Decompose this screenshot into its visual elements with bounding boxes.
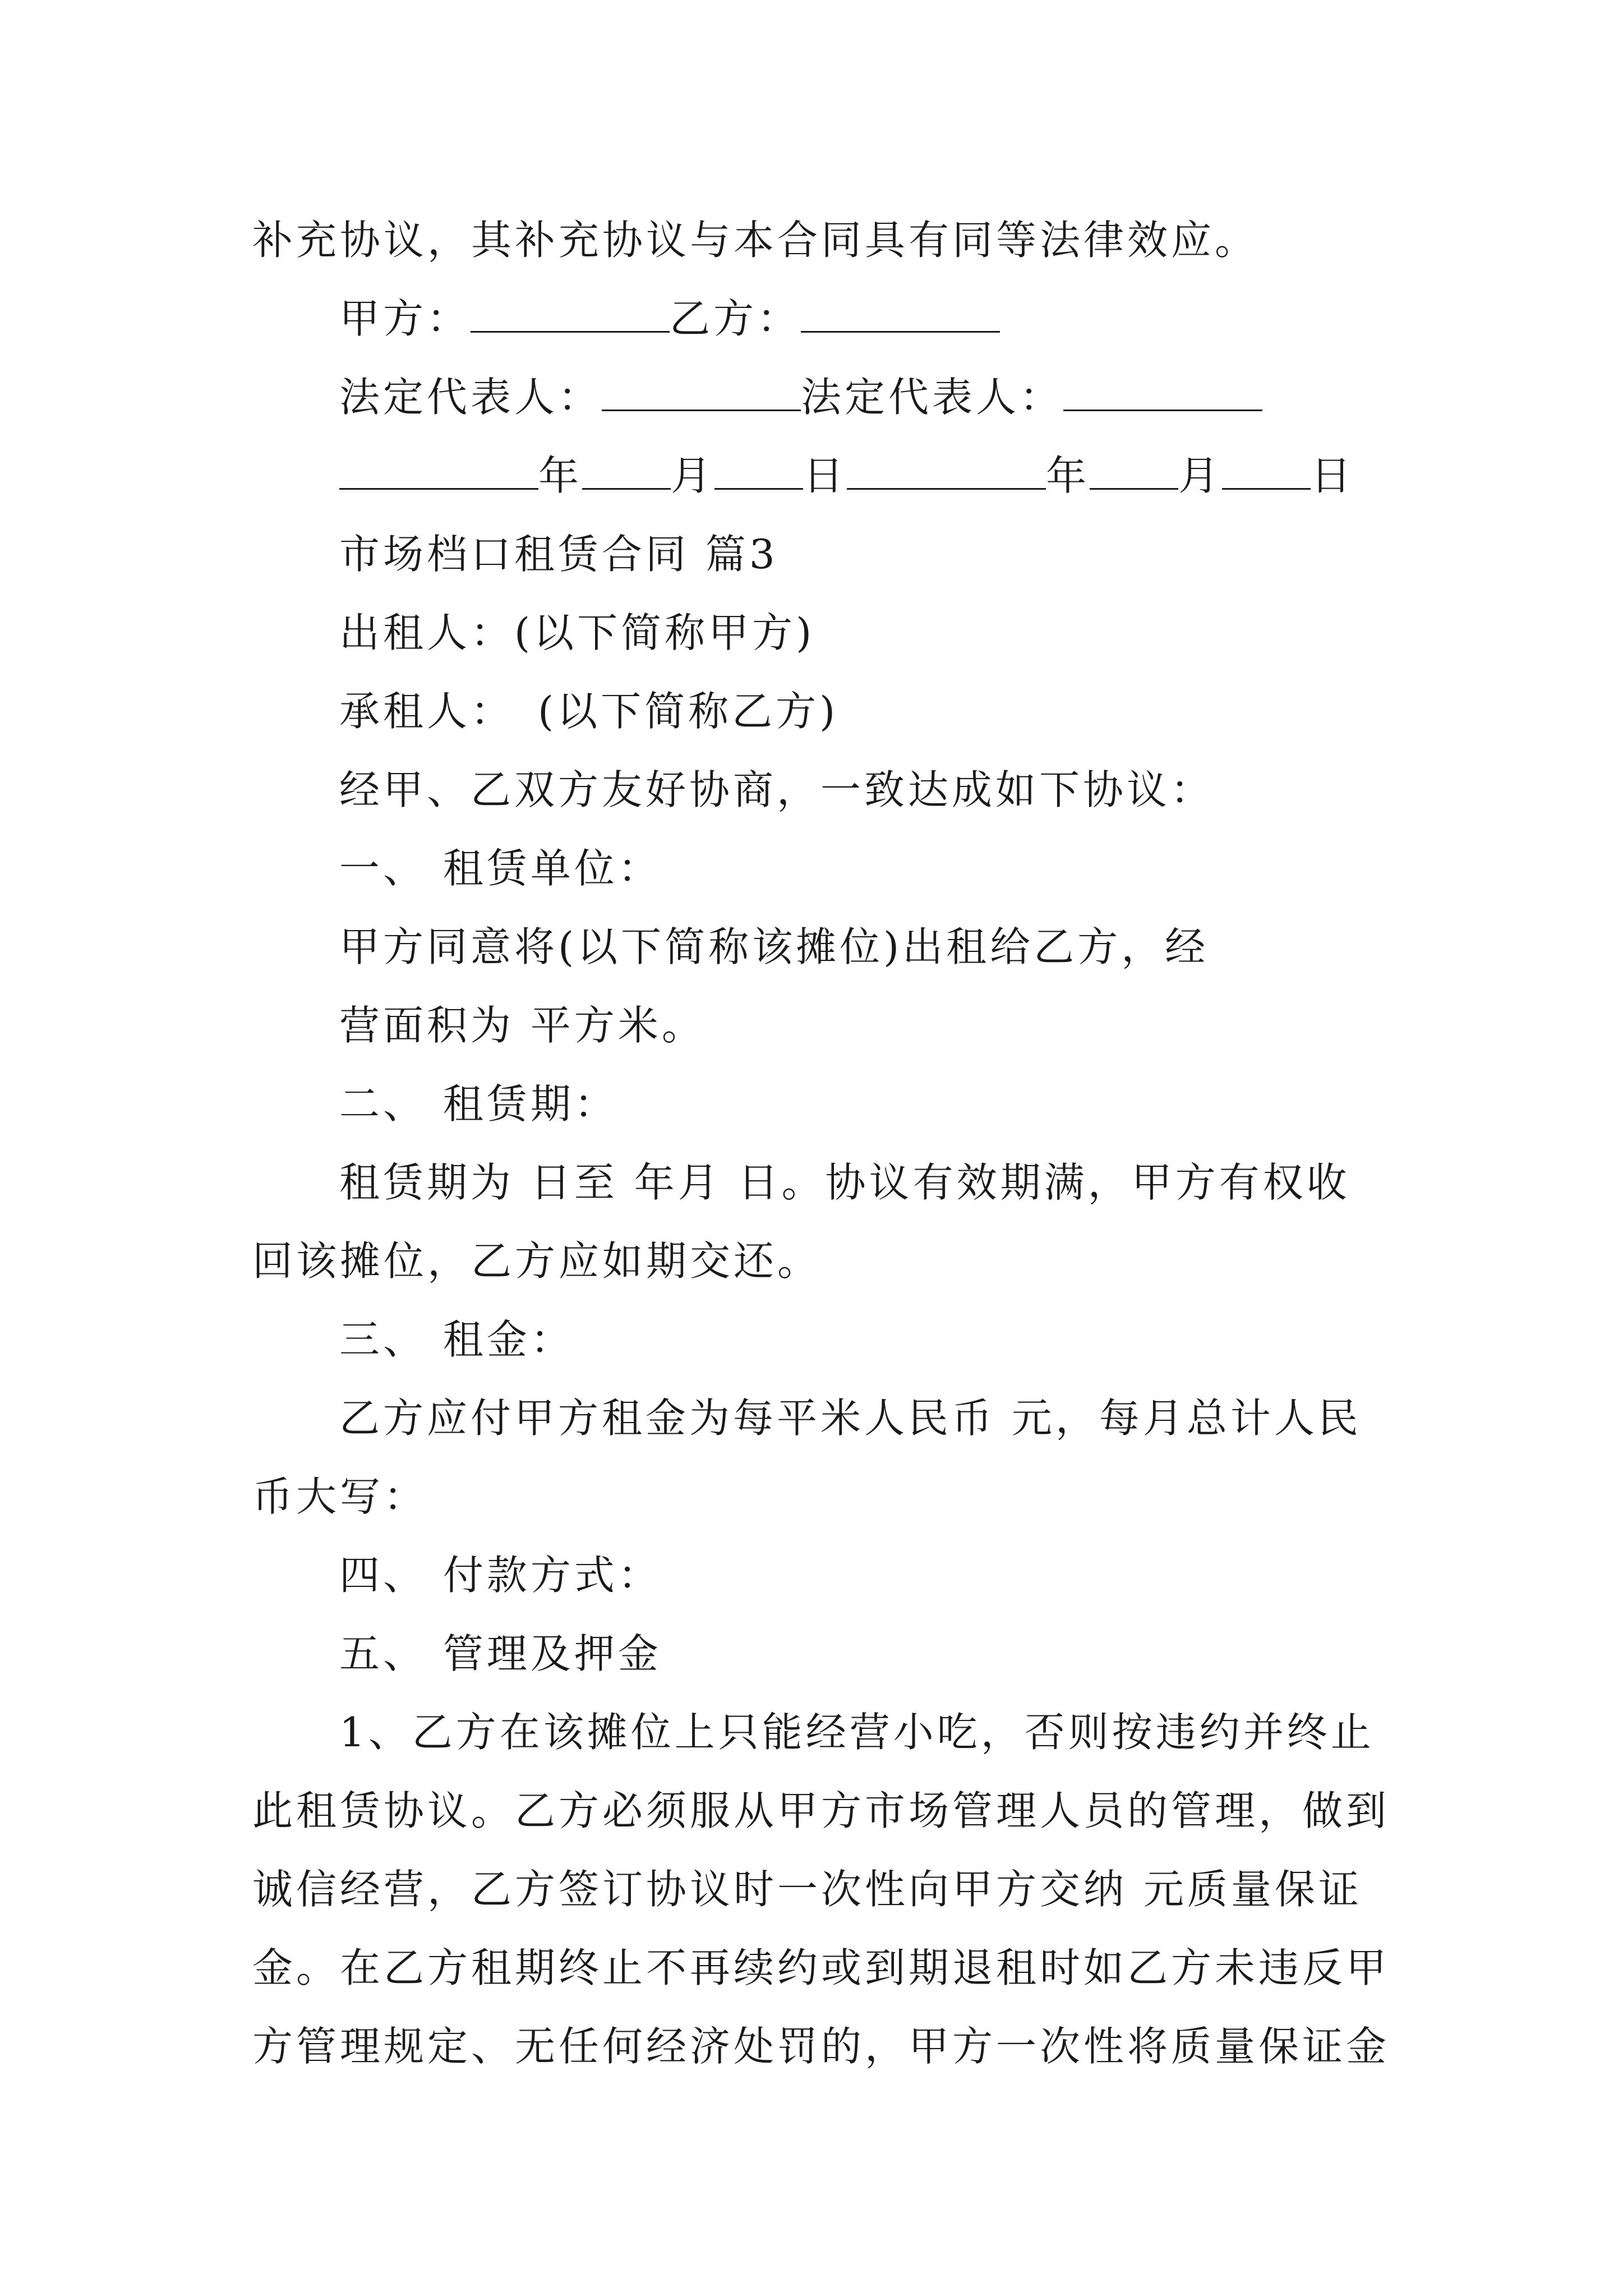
section-2-text: 租赁期为 日至 年月 日。协议有效期满，甲方有权收 bbox=[339, 1159, 1350, 1206]
signature-rep-row bbox=[339, 374, 1478, 421]
date-a-day-blank[interactable] bbox=[714, 455, 803, 490]
date-b-day-label: 日 bbox=[1311, 452, 1355, 499]
date-b-month-blank[interactable] bbox=[1090, 455, 1178, 490]
section-5-paragraph-line: 1、乙方在该摊位上只能经营小吃，否则按违约并终止 bbox=[339, 1709, 1375, 1756]
section-1-title: 一、 租赁单位： bbox=[339, 845, 662, 892]
party-a-blank[interactable] bbox=[471, 298, 670, 333]
section-5-paragraph-line: 金。在乙方租期终止不再续约或到期退租时如乙方未违反甲 bbox=[252, 1944, 1390, 1991]
lessee-line: 承租人： (以下简称乙方) bbox=[339, 688, 839, 735]
preamble: 经甲、乙双方友好协商，一致达成如下协议： bbox=[339, 766, 1215, 813]
party-a-label: 甲方： bbox=[339, 295, 471, 342]
rep-a-blank[interactable] bbox=[602, 377, 801, 411]
lessor-line: 出租人：(以下简称甲方) bbox=[339, 609, 815, 656]
signature-date-row bbox=[339, 452, 1478, 499]
contract-heading: 市场档口租赁合同 篇3 bbox=[339, 531, 778, 578]
date-b-month-label: 月 bbox=[1178, 452, 1223, 499]
rep-a-label: 法定代表人： bbox=[339, 374, 602, 421]
section-5-paragraph-line: 诚信经营，乙方签订协议时一次性向甲方交纳 元质量保证 bbox=[252, 1866, 1362, 1913]
section-4-title: 四、 付款方式： bbox=[339, 1552, 662, 1599]
date-b-year-label: 年 bbox=[1046, 452, 1090, 499]
section-1-text: 甲方同意将(以下简称该摊位)出租给乙方，经 bbox=[339, 923, 1209, 970]
section-5-paragraph-line: 方管理规定、无任何经济处罚的，甲方一次性将质量保证金 bbox=[252, 2023, 1390, 2070]
date-a-month-label: 月 bbox=[671, 452, 715, 499]
date-a-year-label: 年 bbox=[538, 452, 583, 499]
rep-b-blank[interactable] bbox=[1063, 377, 1262, 411]
section-3-text: 乙方应付甲方租金为每平米人民币 元，每月总计人民 bbox=[339, 1395, 1362, 1442]
date-b-day-blank[interactable] bbox=[1222, 455, 1311, 490]
date-a-year-blank[interactable] bbox=[339, 455, 538, 490]
date-b-year-blank[interactable] bbox=[847, 455, 1046, 490]
date-a-month-blank[interactable] bbox=[582, 455, 671, 490]
section-3-text: 币大写： bbox=[252, 1473, 428, 1520]
signature-party-row bbox=[339, 295, 1478, 342]
date-a-day-label: 日 bbox=[803, 452, 847, 499]
section-2-text: 回该摊位，乙方应如期交还。 bbox=[252, 1237, 822, 1285]
section-5-paragraph-line: 此租赁协议。乙方必须服从甲方市场管理人员的管理，做到 bbox=[252, 1787, 1390, 1834]
section-3-title: 三、 租金： bbox=[339, 1316, 574, 1363]
section-1-text: 营面积为 平方米。 bbox=[339, 1002, 706, 1049]
party-b-blank[interactable] bbox=[801, 298, 1000, 333]
section-5-title: 五、 管理及押金 bbox=[339, 1630, 662, 1677]
section-2-title: 二、 租赁期： bbox=[339, 1080, 618, 1128]
rep-b-label: 法定代表人： bbox=[801, 374, 1064, 421]
continuation-text: 补充协议，其补充协议与本合同具有同等法律效应。 bbox=[252, 217, 1259, 264]
party-b-label: 乙方： bbox=[670, 295, 801, 342]
